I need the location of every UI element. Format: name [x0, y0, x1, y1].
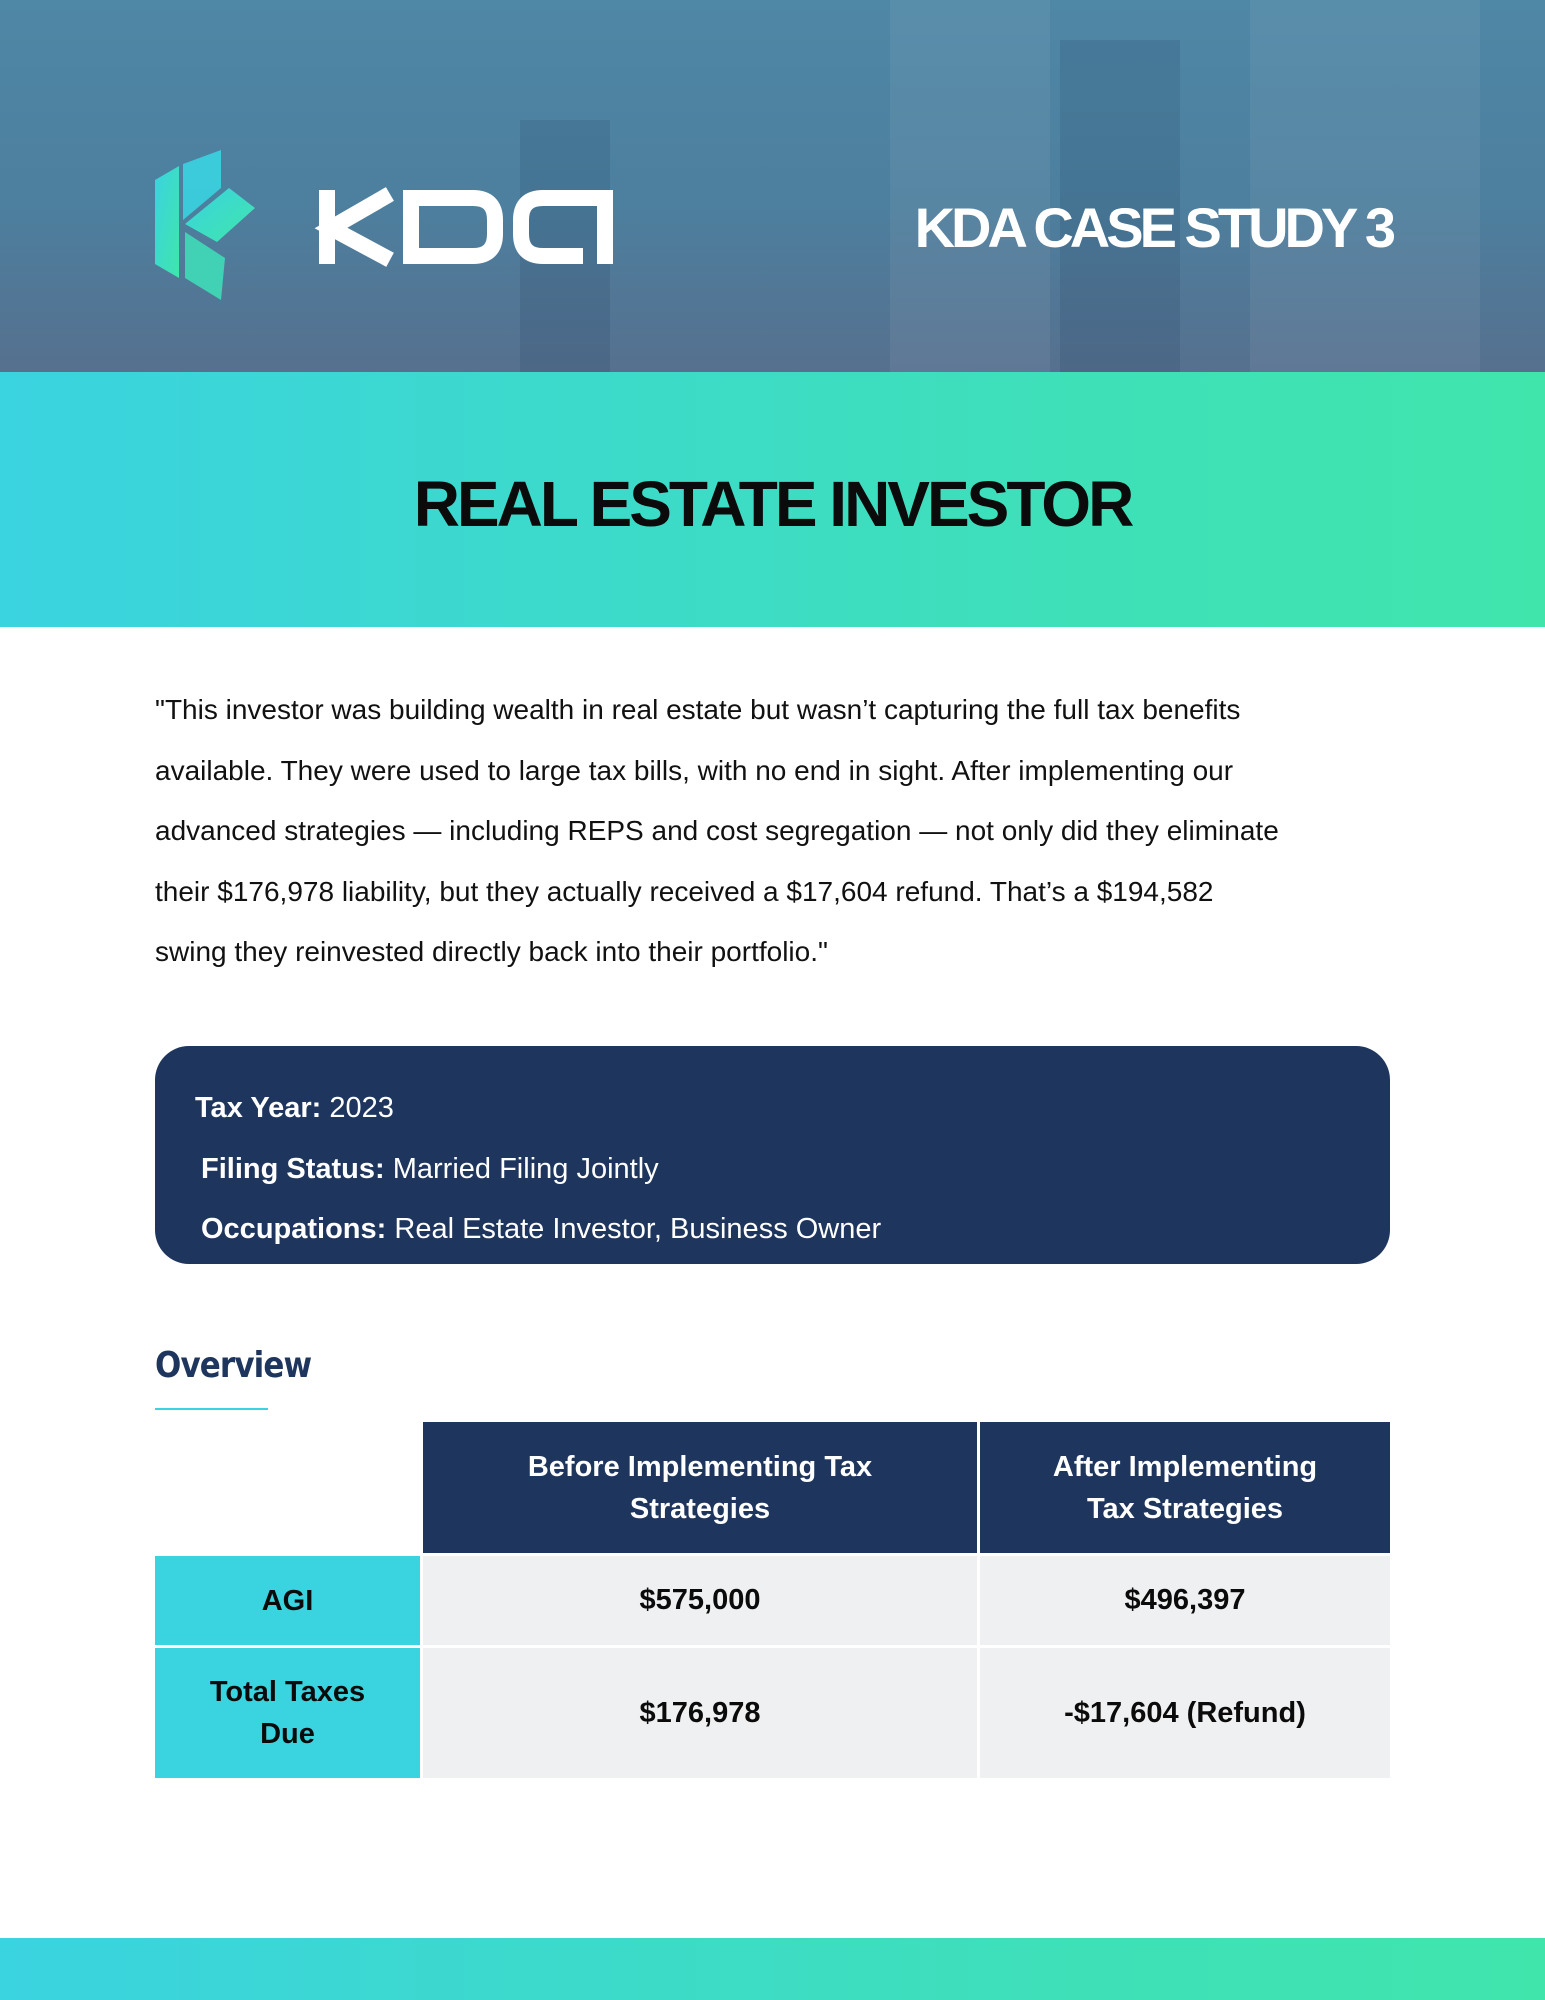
- table-cell-taxes-before: $176,978: [423, 1648, 977, 1778]
- column-header-after: After Implementing Tax Strategies: [980, 1422, 1390, 1553]
- tax-year-row: [195, 1088, 394, 1128]
- title-band: [0, 372, 1545, 627]
- background-building: [890, 0, 1050, 372]
- occupations-row: [201, 1209, 881, 1249]
- filing-status-row: [201, 1149, 659, 1189]
- tax-year-value: 2023: [329, 1092, 394, 1124]
- row-label-total-taxes: Total Taxes Due: [155, 1648, 420, 1778]
- background-building: [1250, 0, 1480, 372]
- table-cell-taxes-after: -$17,604 (Refund): [980, 1648, 1390, 1778]
- case-study-title: KDA CASE STUDY 3: [914, 196, 1392, 259]
- column-header-before: Before Implementing Tax Strategies: [423, 1422, 977, 1553]
- overview-underline: [155, 1408, 268, 1410]
- occupations-value: Real Estate Investor, Business Owner: [394, 1213, 882, 1245]
- tax-year-label: Tax Year:: [195, 1092, 322, 1124]
- table-cell-agi-after: $496,397: [980, 1556, 1390, 1645]
- logo-mark-bar: [155, 166, 179, 278]
- row-label-agi: AGI: [155, 1556, 420, 1645]
- overview-heading: Overview: [155, 1345, 312, 1386]
- footer-band: [0, 1938, 1545, 2000]
- header-banner: [0, 0, 1545, 372]
- logo-wordmark: [327, 198, 605, 256]
- occupations-label: Occupations:: [201, 1213, 387, 1245]
- filing-status-label: Filing Status:: [201, 1153, 385, 1185]
- kda-logo: [155, 150, 615, 300]
- filing-status-value: Married Filing Jointly: [392, 1153, 659, 1185]
- logo-mark-bottom: [185, 232, 225, 300]
- page-title: REAL ESTATE INVESTOR: [413, 468, 1132, 540]
- quote-line: advanced strategies — including REPS and cost segregation — not only did they eliminate: [155, 815, 1279, 846]
- table-cell-agi-before: $575,000: [423, 1556, 977, 1645]
- testimonial-quote: [155, 680, 1395, 983]
- client-info-box: [155, 1046, 1390, 1264]
- quote-line: their $176,978 liability, but they actually received a $17,604 refund. That’s a $194,582: [155, 875, 1214, 907]
- quote-line: swing they reinvested directly back into their portfolio.": [155, 936, 828, 967]
- quote-line: "This investor was building wealth in real estate but wasn’t capturing the full tax benefits: [155, 694, 1241, 725]
- quote-line: available. They were used to large tax bills, with no end in sight. After implementing our: [155, 754, 1234, 786]
